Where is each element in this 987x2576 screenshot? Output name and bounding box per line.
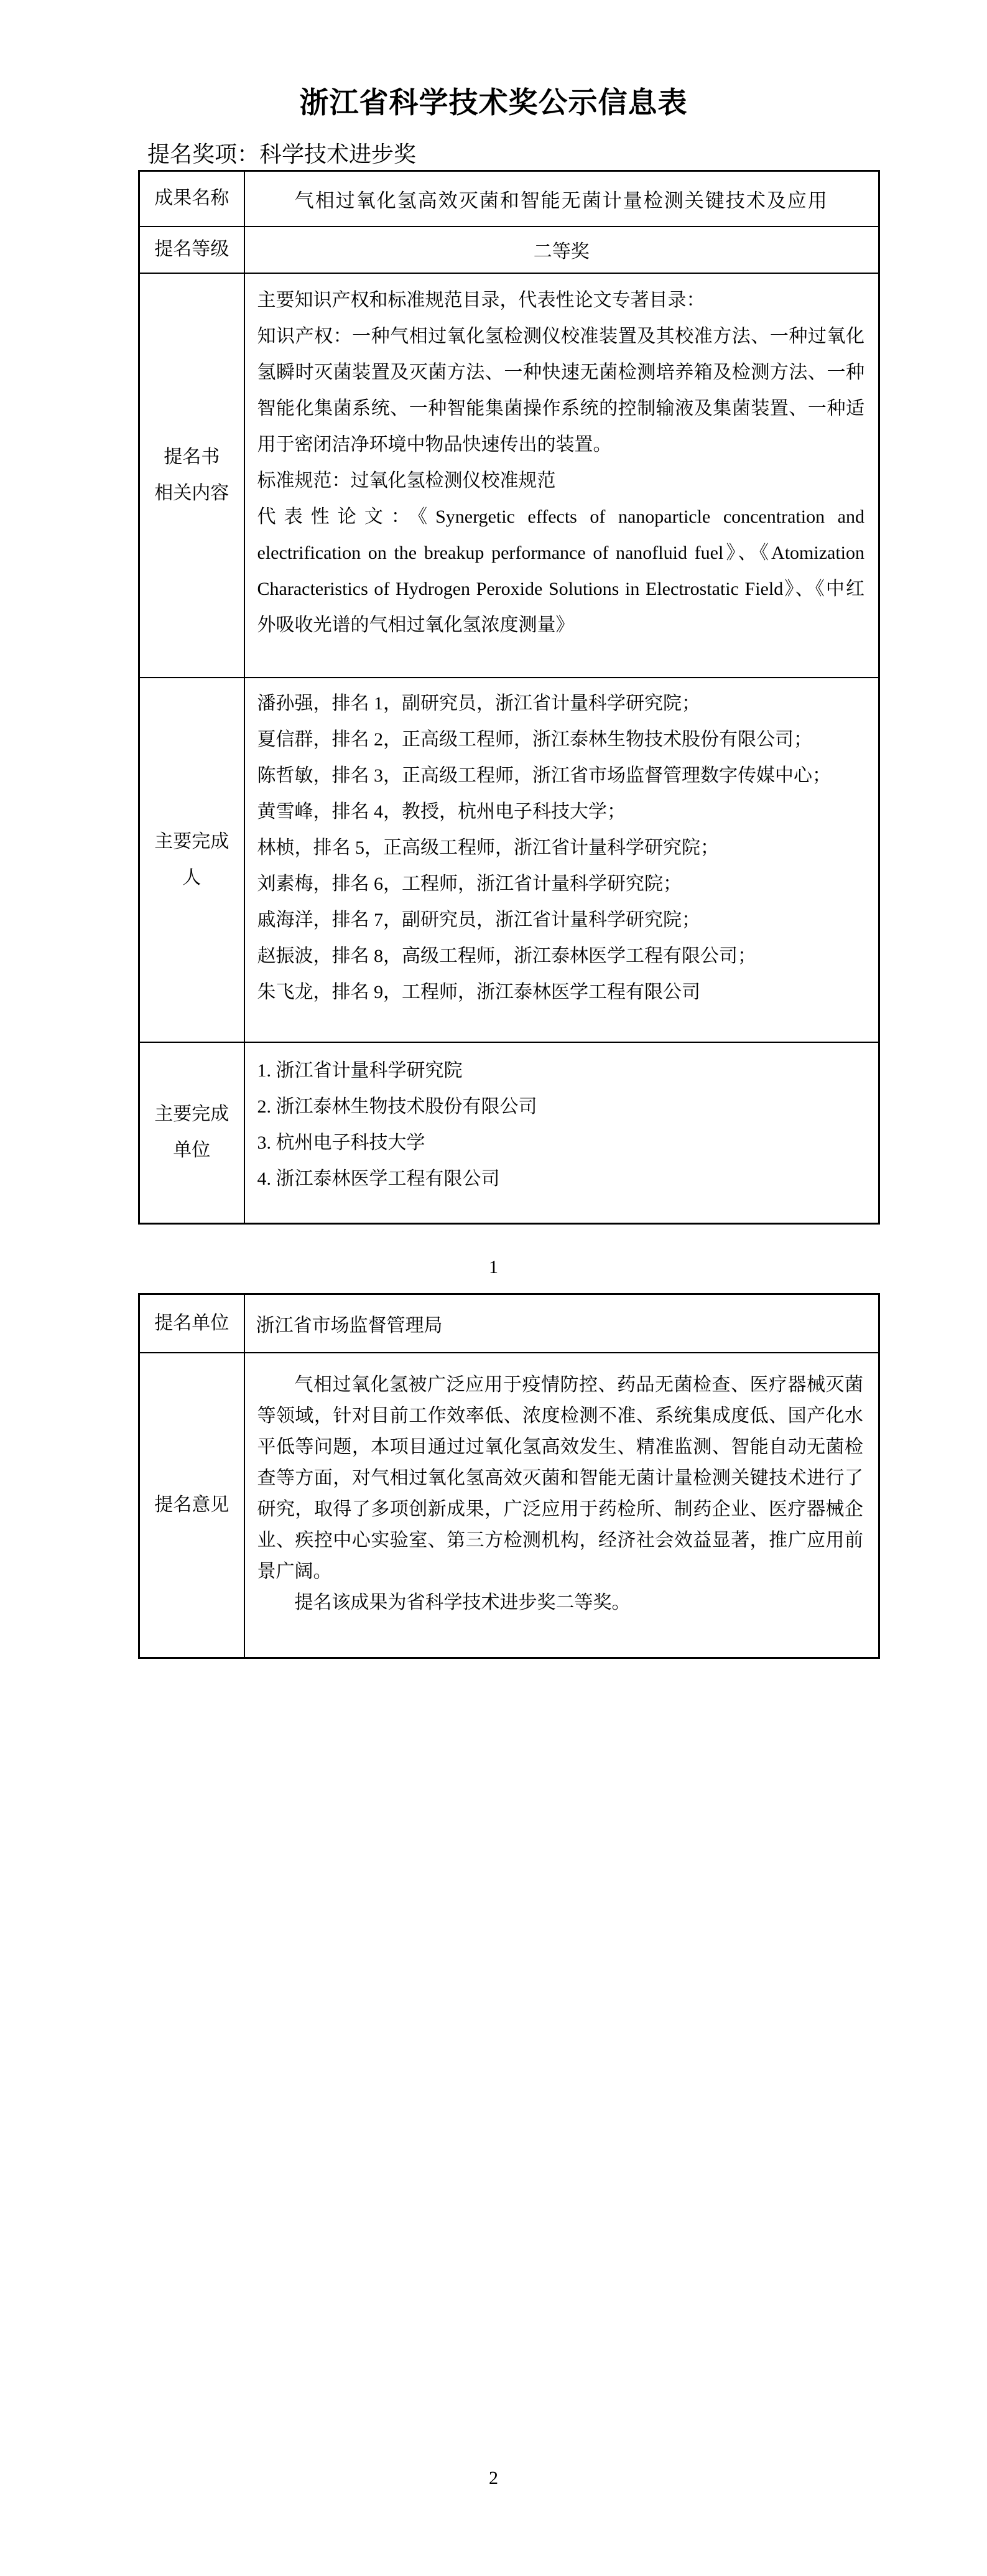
person-entry: 陈哲敏，排名 3，正高级工程师，浙江省市场监督管理数字传媒中心； [257, 765, 831, 786]
label-line: 提名等级 [154, 239, 229, 259]
book-paragraph: 代表性论文：《Synergetic effects of nanoparticle concentration and electrification on the breakup performance of nanofluid fuel》、《Atomization Characteristics of Hydrogen Peroxide Solutions in Electrostatic Field》、《中红外吸收光谱的气相过氧化氢浓度测量》 [257, 506, 864, 635]
person-entry: 戚海洋，排名 7，副研究员，浙江省计量科学研究院； [257, 909, 700, 930]
award-value: 科学技术进步奖 [259, 142, 417, 167]
row-nomination-opinion [139, 1353, 879, 1658]
main-completers-label [139, 678, 244, 1042]
row-main-completers [139, 678, 879, 1042]
page-number-2: 2 [489, 2468, 498, 2488]
nomination-grade-value: 二等奖 [244, 226, 879, 273]
book-paragraph: 知识产权：一种气相过氧化氢检测仪校准装置及其校准方法、一种过氧化氢瞬时灭菌装置及灭菌方法、一种快速无菌检测培养箱及检测方法、一种智能化集菌系统、一种智能集菌操作系统的控制输液及集菌装置、一种适用于密闭洁净环境中物品快速传出的装置。 [257, 325, 864, 455]
nomination-grade-label [139, 226, 244, 273]
nomination-opinion-label [139, 1353, 244, 1658]
nomination-book-content [244, 273, 879, 678]
nominating-unit-label [139, 1294, 244, 1353]
person-entry: 林桢，排名 5，正高级工程师，浙江省计量科学研究院； [257, 837, 719, 858]
opinion-paragraph: 提名该成果为省科学技术进步奖二等奖。 [294, 1592, 631, 1613]
nomination-book-label [139, 273, 244, 678]
label-line: 提名意见 [154, 1494, 229, 1515]
award-line [147, 141, 416, 168]
achievement-name-label [139, 171, 244, 226]
achievement-name-value: 气相过氧化氢高效灭菌和智能无菌计量检测关键技术及应用 [244, 171, 879, 226]
opinion-paragraph: 气相过氧化氢被广泛应用于疫情防控、药品无菌检查、医疗器械灭菌等领域，针对目前工作效率低、浓度检测不准、系统集成度低、国产化水平低等问题，本项目通过过氧化氢高效发生、精准监测、智能自动无菌检查等方面，对气相过氧化氢高效灭菌和智能无菌计量检测关键技术进行了研究，取得了多项创新成果，广泛应用于药检所、制药企业、医疗器械企业、疾控中心实验室、第三方检测机构，经济社会效益显著，推广应用前景广阔。 [257, 1374, 863, 1582]
label-line: 相关内容 [154, 482, 229, 503]
unit-entry: 4. 浙江泰林医学工程有限公司 [257, 1168, 500, 1189]
nominating-unit-value: 浙江省市场监督管理局 [244, 1294, 879, 1353]
label-line: 提名书 [164, 446, 220, 467]
label-line: 成果名称 [154, 188, 229, 209]
main-completers-list [244, 678, 879, 1042]
label-line: 提名单位 [154, 1312, 229, 1333]
row-nomination-book-content [139, 273, 879, 678]
main-units-label [139, 1042, 244, 1224]
unit-entry: 3. 杭州电子科技大学 [257, 1132, 425, 1153]
page-number-1: 1 [489, 1257, 498, 1277]
book-paragraph: 主要知识产权和标准规范目录，代表性论文专著目录： [257, 289, 705, 310]
person-entry: 刘素梅，排名 6，工程师，浙江省计量科学研究院； [257, 873, 682, 894]
person-entry: 黄雪峰，排名 4，教授，杭州电子科技大学； [257, 801, 626, 822]
person-entry: 赵振波，排名 8，高级工程师，浙江泰林医学工程有限公司； [257, 945, 756, 966]
person-entry: 朱飞龙，排名 9，工程师，浙江泰林医学工程有限公司 [257, 981, 700, 1002]
row-nomination-grade [139, 226, 879, 273]
person-entry: 夏信群，排名 2，正高级工程师，浙江泰林生物技术股份有限公司； [257, 729, 812, 750]
label-line: 单位 [173, 1140, 211, 1161]
row-nominating-unit [139, 1294, 879, 1353]
label-line: 主要完成 [154, 1104, 229, 1125]
book-paragraph: 标准规范：过氧化氢检测仪校准规范 [257, 470, 556, 491]
row-achievement-name [139, 171, 879, 226]
info-table-page2 [138, 1293, 880, 1659]
row-main-units [139, 1042, 879, 1224]
label-line: 人 [182, 867, 202, 888]
unit-entry: 1. 浙江省计量科学研究院 [257, 1060, 463, 1081]
document-title: 浙江省科学技术奖公示信息表 [299, 87, 688, 119]
award-label: 提名奖项： [147, 142, 260, 167]
person-entry: 潘孙强，排名 1，副研究员，浙江省计量科学研究院； [257, 693, 700, 714]
unit-entry: 2. 浙江泰林生物技术股份有限公司 [257, 1096, 537, 1117]
label-line: 主要完成 [154, 831, 229, 852]
nomination-opinion-content [244, 1353, 879, 1658]
info-table-page1 [138, 170, 880, 1225]
main-units-list [244, 1042, 879, 1224]
